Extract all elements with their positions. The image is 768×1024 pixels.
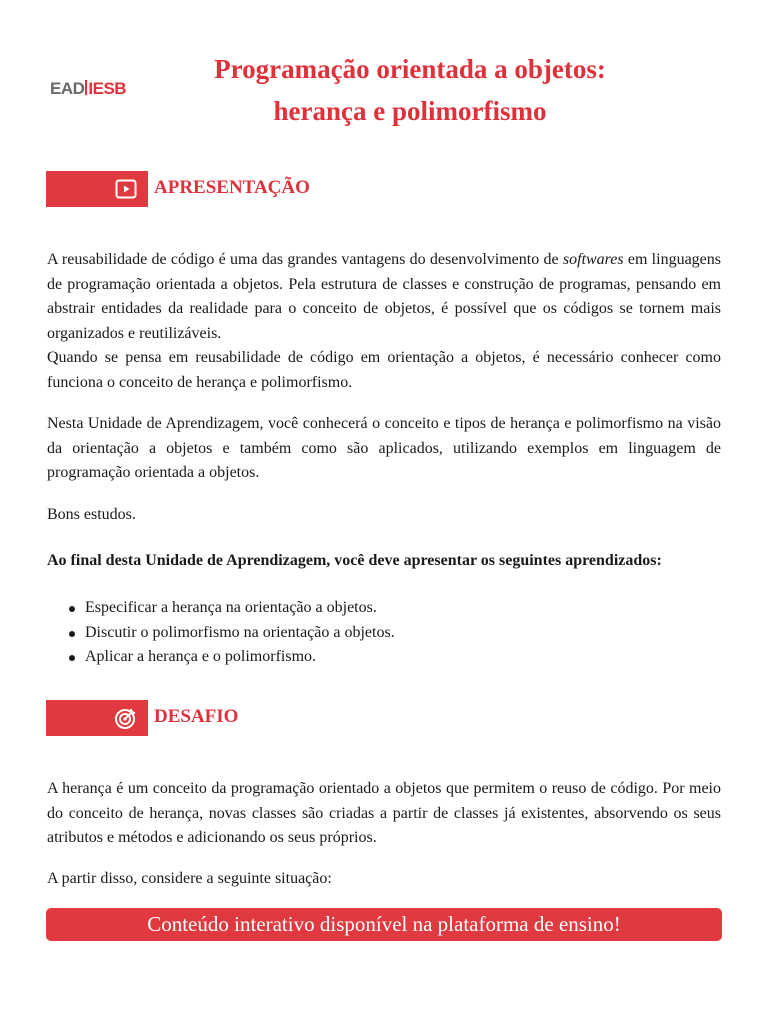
paragraph-desafio-1: A herança é um conceito da programação orientado a objetos que permitem o reuso de código. Por meio do conceito de herança, novas classes são criadas a partir de classes já existentes, absorvendo os seus atributos e métodos e adicionando os seus próprios. xyxy=(47,780,721,846)
page-title xyxy=(170,48,650,132)
list-item: Aplicar a herança e o polimorfismo. xyxy=(47,645,395,670)
paragraph-text: em linguagens de programação orientada a objetos. Pela estrutura de classes e construção de programas, pensando em abstrair entidades da realidade para o conceito de objetos, é possível que os códigos se tornem mais organizados e reutilizáveis. xyxy=(47,251,721,342)
section-title-desafio: DESAFIO xyxy=(154,706,239,727)
page-title-line2: herança e polimorfismo xyxy=(273,96,547,126)
section-title-apresentacao: APRESENTAÇÃO xyxy=(154,177,310,198)
paragraph-apresentacao-1 xyxy=(47,248,721,346)
page-title-line1: Programação orientada a objetos: xyxy=(214,54,606,84)
paragraph-apresentacao-4: Bons estudos. xyxy=(47,506,136,523)
paragraph-desafio-2: A partir disso, considere a seguinte situação: xyxy=(47,870,332,887)
eadiesb-logo xyxy=(50,79,126,99)
goals-list xyxy=(47,596,395,670)
paragraph-apresentacao-3: Nesta Unidade de Aprendizagem, você conhecerá o conceito e tipos de herança e polimorfismo na visão da orientação a objetos e também como são aplicados, utilizando exemplos em linguagem de programação orientada a objetos. xyxy=(47,415,721,481)
paragraph-text: A reusabilidade de código é uma das grandes vantagens do desenvolvimento de xyxy=(47,251,563,268)
interactive-content-banner: Conteúdo interativo disponível na plataforma de ensino! xyxy=(46,908,722,941)
goals-intro: Ao final desta Unidade de Aprendizagem, você deve apresentar os seguintes aprendizados: xyxy=(47,552,662,569)
italic-term: softwares xyxy=(562,251,624,268)
play-icon xyxy=(114,177,138,201)
list-item: Discutir o polimorfismo na orientação a objetos. xyxy=(47,621,395,646)
logo-ead: EAD xyxy=(50,79,85,98)
logo-iesb: IESB xyxy=(88,79,127,98)
target-icon xyxy=(114,706,138,730)
paragraph-apresentacao-2: Quando se pensa em reusabilidade de código em orientação a objetos, é necessário conhecer como funciona o conceito de herança e polimorfismo. xyxy=(47,349,721,391)
list-item: Especificar a herança na orientação a objetos. xyxy=(47,596,395,621)
